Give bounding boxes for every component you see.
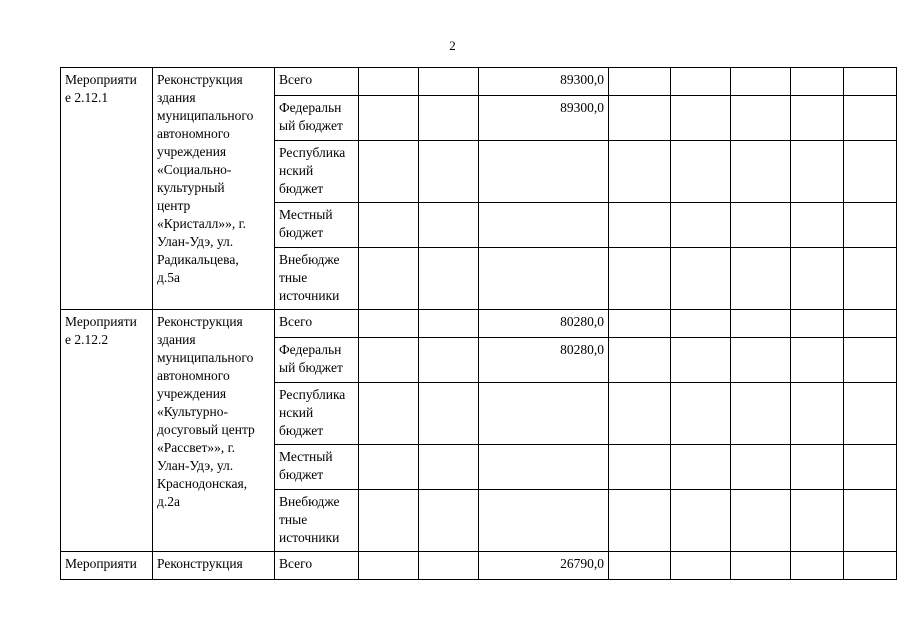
- empty-cell: [844, 96, 897, 141]
- empty-cell: [419, 248, 479, 310]
- empty-cell: [671, 338, 731, 383]
- empty-cell: [609, 310, 671, 338]
- empty-cell: [359, 445, 419, 490]
- empty-cell: [671, 445, 731, 490]
- empty-cell: [609, 552, 671, 580]
- funding-source-cell: Федеральн ый бюджет: [275, 96, 359, 141]
- empty-cell: [671, 490, 731, 552]
- empty-cell: [671, 383, 731, 445]
- empty-cell: [609, 490, 671, 552]
- amount-cell: 80280,0: [479, 338, 609, 383]
- empty-cell: [671, 552, 731, 580]
- empty-cell: [359, 338, 419, 383]
- funding-source-cell: Республика нский бюджет: [275, 383, 359, 445]
- empty-cell: [609, 445, 671, 490]
- event-description-cell: Реконструкция здания муниципального автономного учреждения «Культурно- досуговый центр «Рассвет»», г. Улан-Удэ, ул. Краснодонская, д.2а: [153, 310, 275, 552]
- empty-cell: [359, 552, 419, 580]
- empty-cell: [844, 383, 897, 445]
- empty-cell: [791, 141, 844, 203]
- empty-cell: [419, 203, 479, 248]
- empty-cell: [844, 68, 897, 96]
- table-row: [61, 552, 897, 580]
- funding-source-cell: Местный бюджет: [275, 445, 359, 490]
- empty-cell: [844, 203, 897, 248]
- funding-source-cell: Всего: [275, 310, 359, 338]
- empty-cell: [671, 203, 731, 248]
- empty-cell: [359, 203, 419, 248]
- empty-cell: [791, 203, 844, 248]
- empty-cell: [419, 490, 479, 552]
- amount-cell: 89300,0: [479, 68, 609, 96]
- empty-cell: [419, 338, 479, 383]
- empty-cell: [419, 310, 479, 338]
- funding-source-cell: Федеральн ый бюджет: [275, 338, 359, 383]
- empty-cell: [791, 490, 844, 552]
- empty-cell: [419, 445, 479, 490]
- empty-cell: [844, 445, 897, 490]
- budget-table: [60, 67, 897, 580]
- empty-cell: [419, 141, 479, 203]
- empty-cell: [419, 383, 479, 445]
- empty-cell: [419, 68, 479, 96]
- empty-cell: [731, 248, 791, 310]
- amount-cell: [479, 248, 609, 310]
- page-number: 2: [449, 38, 456, 53]
- table-row: [61, 68, 897, 96]
- empty-cell: [791, 310, 844, 338]
- empty-cell: [609, 383, 671, 445]
- empty-cell: [609, 338, 671, 383]
- funding-source-cell: Внебюдже тные источники: [275, 490, 359, 552]
- empty-cell: [609, 203, 671, 248]
- empty-cell: [791, 445, 844, 490]
- funding-source-cell: Республика нский бюджет: [275, 141, 359, 203]
- empty-cell: [359, 68, 419, 96]
- empty-cell: [791, 248, 844, 310]
- empty-cell: [791, 338, 844, 383]
- table-body: [61, 68, 897, 580]
- amount-cell: [479, 445, 609, 490]
- empty-cell: [844, 248, 897, 310]
- amount-cell: [479, 490, 609, 552]
- empty-cell: [359, 383, 419, 445]
- empty-cell: [844, 552, 897, 580]
- empty-cell: [609, 248, 671, 310]
- table-row: [61, 310, 897, 338]
- empty-cell: [419, 96, 479, 141]
- empty-cell: [671, 96, 731, 141]
- funding-source-cell: Внебюдже тные источники: [275, 248, 359, 310]
- empty-cell: [731, 96, 791, 141]
- empty-cell: [731, 310, 791, 338]
- amount-cell: [479, 141, 609, 203]
- event-description-cell: Реконструкция: [153, 552, 275, 580]
- empty-cell: [731, 203, 791, 248]
- funding-source-cell: Всего: [275, 552, 359, 580]
- empty-cell: [844, 310, 897, 338]
- empty-cell: [731, 141, 791, 203]
- empty-cell: [731, 445, 791, 490]
- empty-cell: [731, 338, 791, 383]
- empty-cell: [791, 552, 844, 580]
- funding-source-cell: Местный бюджет: [275, 203, 359, 248]
- event-description-cell: Реконструкция здания муниципального автономного учреждения «Социально- культурный центр «Кристалл»», г. Улан-Удэ, ул. Радикальцева, д.5а: [153, 68, 275, 310]
- empty-cell: [844, 338, 897, 383]
- empty-cell: [791, 68, 844, 96]
- empty-cell: [731, 68, 791, 96]
- empty-cell: [731, 383, 791, 445]
- empty-cell: [609, 141, 671, 203]
- event-code-cell: Мероприяти е 2.12.2: [61, 310, 153, 552]
- amount-cell: 89300,0: [479, 96, 609, 141]
- empty-cell: [844, 490, 897, 552]
- empty-cell: [671, 310, 731, 338]
- empty-cell: [359, 96, 419, 141]
- empty-cell: [791, 383, 844, 445]
- funding-source-cell: Всего: [275, 68, 359, 96]
- amount-cell: [479, 203, 609, 248]
- empty-cell: [609, 68, 671, 96]
- empty-cell: [359, 248, 419, 310]
- empty-cell: [359, 310, 419, 338]
- empty-cell: [419, 552, 479, 580]
- amount-cell: [479, 383, 609, 445]
- empty-cell: [844, 141, 897, 203]
- event-code-cell: Мероприяти: [61, 552, 153, 580]
- empty-cell: [671, 248, 731, 310]
- empty-cell: [359, 141, 419, 203]
- amount-cell: 26790,0: [479, 552, 609, 580]
- empty-cell: [731, 490, 791, 552]
- empty-cell: [671, 141, 731, 203]
- empty-cell: [671, 68, 731, 96]
- empty-cell: [609, 96, 671, 141]
- amount-cell: 80280,0: [479, 310, 609, 338]
- empty-cell: [791, 96, 844, 141]
- event-code-cell: Мероприяти е 2.12.1: [61, 68, 153, 310]
- empty-cell: [731, 552, 791, 580]
- empty-cell: [359, 490, 419, 552]
